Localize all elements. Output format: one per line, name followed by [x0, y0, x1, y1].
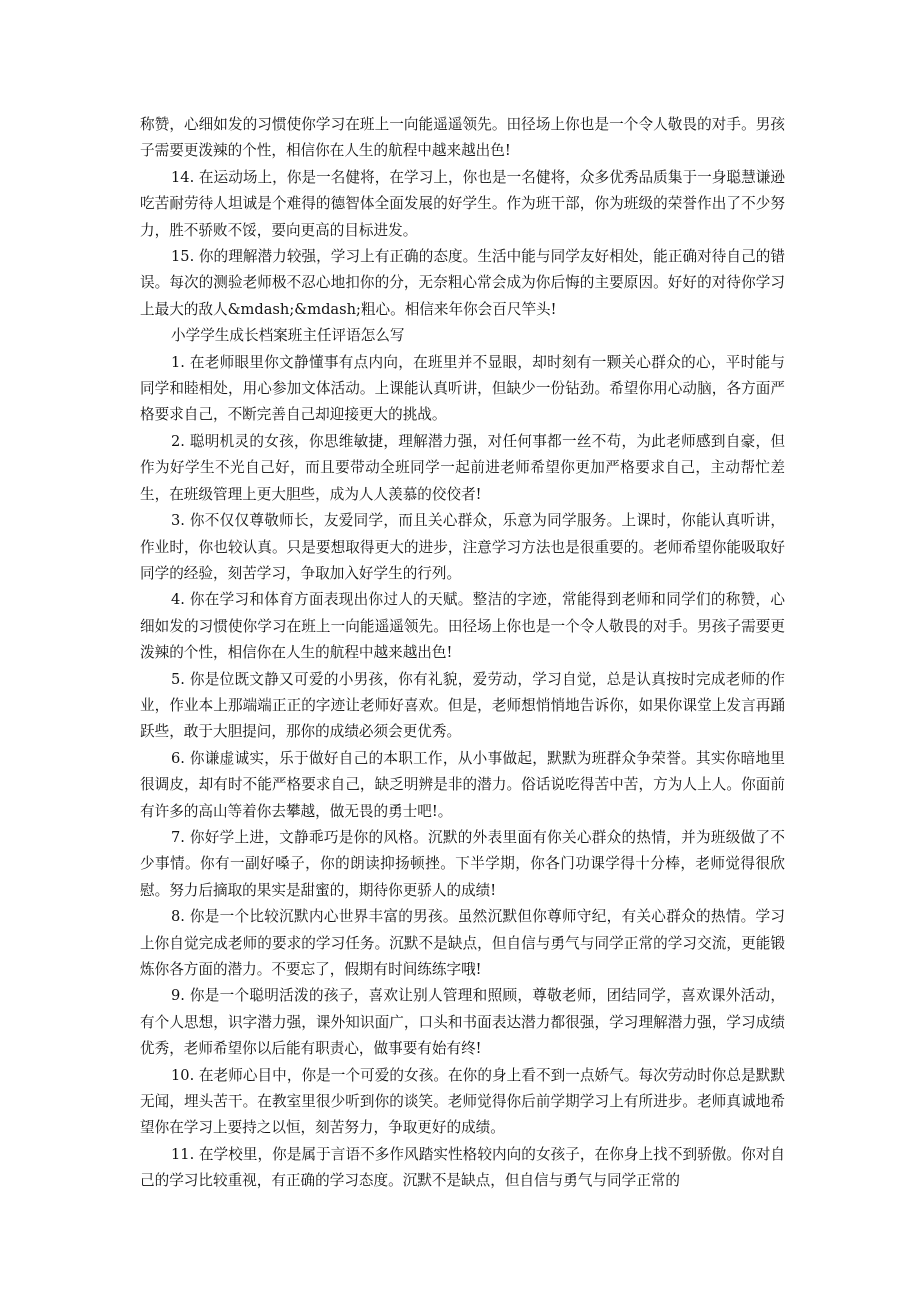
paragraph-comment-15: 15. 你的理解潜力较强，学习上有正确的态度。生活中能与同学友好相处，能正确对待自己的错误。每次的测验老师极不忍心地扣你的分，无奈粗心常会成为你后悔的主要原因。好好的对待你学习上最大的敌人&mdash;&mdash;粗心。相信来年你会百尺竿头!	[140, 248, 785, 318]
paragraph-comment-1: 1. 在老师眼里你文静懂事有点内向，在班里并不显眼，却时刻有一颗关心群众的心，平时能与同学和睦相处，用心参加文体活动。上课能认真听讲，但缺少一份钻劲。希望你用心动脑，各方面严格要求自己，不断完善自己却迎接更大的挑战。	[140, 353, 785, 424]
document-body	[140, 112, 785, 1195]
paragraph-continuation: 称赞，心细如发的习惯使你学习在班上一向能遥遥领先。田径场上你也是一个令人敬畏的对手。男孩子需要更泼辣的个性，相信你在人生的航程中越来越出色!	[140, 116, 785, 160]
paragraph-comment-3: 3. 你不仅仅尊敬师长，友爱同学，而且关心群众，乐意为同学服务。上课时，你能认真听讲，作业时，你也较认真。只是要想取得更大的进步，注意学习方法也是很重要的。老师希望你能吸取好同学的经验，刻苦学习，争取加入好学生的行列。	[140, 512, 785, 582]
paragraph-comment-10: 10. 在老师心目中，你是一个可爱的女孩。在你的身上看不到一点娇气。每次劳动时你总是默默无闻，埋头苦干。在教室里很少听到你的谈笑。老师觉得你后前学期学习上有所进步。老师真诚地希望你在学习上要持之以恒，刻苦努力，争取更好的成绩。	[140, 1066, 785, 1137]
paragraph-comment-7: 7. 你好学上进，文静乖巧是你的风格。沉默的外表里面有你关心群众的热情，并为班级做了不少事情。你有一副好嗓子，你的朗读抑扬顿挫。下半学期，你各门功课学得十分棒，老师觉得很欣慰。努力后摘取的果实是甜蜜的，期待你更骄人的成绩!	[140, 828, 785, 899]
paragraph-comment-6: 6. 你谦虚诚实，乐于做好自己的本职工作，从小事做起，默默为班群众争荣誉。其实你暗地里很调皮，却有时不能严格要求自己，缺乏明辨是非的潜力。俗话说吃得苦中苦，方为人上人。你面前有许多的高山等着你去攀越，做无畏的勇士吧!。	[140, 749, 785, 820]
section-heading: 小学学生成长档案班主任评语怎么写	[171, 327, 405, 345]
paragraph-comment-4: 4. 你在学习和体育方面表现出你过人的天赋。整洁的字迹，常能得到老师和同学们的称赞，心细如发的习惯使你学习在班上一向能遥遥领先。田径场上你也是一个令人敬畏的对手。男孩子需要更泼辣的个性，相信你在人生的航程中越来越出色!	[140, 591, 785, 662]
paragraph-comment-5: 5. 你是位既文静又可爱的小男孩，你有礼貌，爱劳动，学习自觉，总是认真按时完成老师的作业，作业本上那端端正正的字迹让老师好喜欢。但是，老师想悄悄地告诉你，如果你课堂上发言再踊跃些，敢于大胆提问，那你的成绩必须会更优秀。	[140, 670, 785, 741]
paragraph-comment-9: 9. 你是一个聪明活泼的孩子，喜欢让别人管理和照顾，尊敬老师，团结同学，喜欢课外活动，有个人思想，识字潜力强，课外知识面广，口头和书面表达潜力都很强，学习理解潜力强，学习成绩优秀，老师希望你以后能有职责心，做事要有始有终!	[140, 987, 785, 1058]
paragraph-comment-11: 11. 在学校里，你是属于言语不多作风踏实性格较内向的女孩子，在你身上找不到骄傲。你对自己的学习比较重视，有正确的学习态度。沉默不是缺点，但自信与勇气与同学正常的	[140, 1145, 785, 1190]
paragraph-comment-2: 2. 聪明机灵的女孩，你思维敏捷，理解潜力强，对任何事都一丝不苟，为此老师感到自豪，但作为好学生不光自己好，而且要带动全班同学一起前进老师希望你更加严格要求自己，主动帮忙差生，在班级管理上更大胆些，成为人人羡慕的佼佼者!	[140, 432, 785, 503]
paragraph-comment-14: 14. 在运动场上，你是一名健将，在学习上，你也是一名健将，众多优秀品质集于一身聪慧谦逊吃苦耐劳待人坦诚是个难得的德智体全面发展的好学生。作为班干部，你为班级的荣誉作出了不少努力，胜不骄败不馁，要向更高的目标进发。	[140, 168, 785, 239]
paragraph-comment-8: 8. 你是一个比较沉默内心世界丰富的男孩。虽然沉默但你尊师守纪，有关心群众的热情。学习上你自觉完成老师的要求的学习任务。沉默不是缺点，但自信与勇气与同学正常的学习交流，更能锻炼你各方面的潜力。不要忘了，假期有时间练练字哦!	[140, 908, 785, 978]
